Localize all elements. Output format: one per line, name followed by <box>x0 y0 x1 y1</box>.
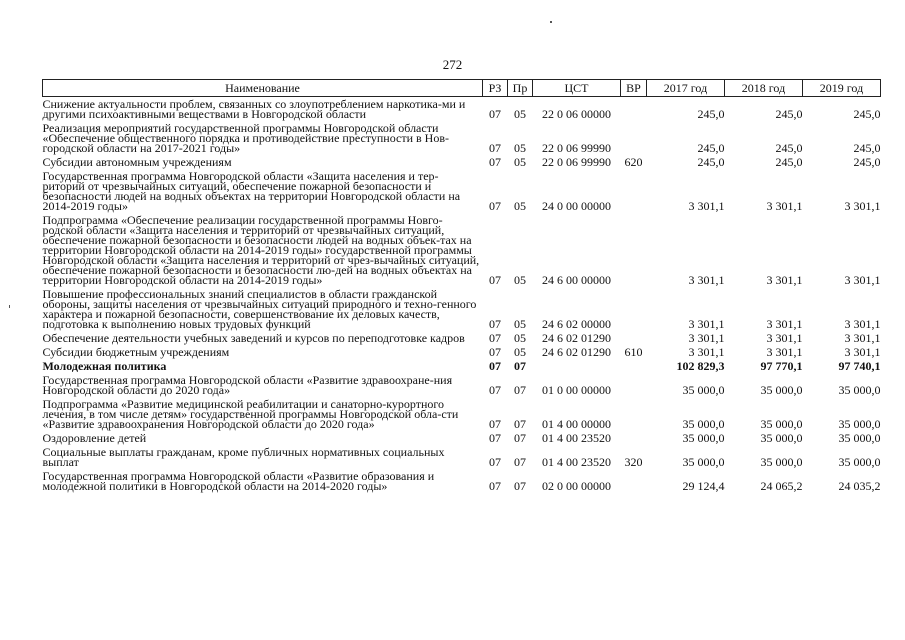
cell-vr <box>621 373 647 397</box>
cell-y2019: 24 035,2 <box>838 479 881 493</box>
cell-name: Подпрограмма «Обеспечение реализации государственной программы Новго-родской области «Защита населения и территорий от чрезвычайных ситуаций, обеспечение пожарной безопасности и безопасности людей на водных объек-тах на территории Новгородской области на 2014-2019 годы» государственной программы Новгородской области «Защита населения и территорий от чрез-вычайных ситуаций, обеспечение пожарной безопасности и безопасности лю-дей на водных объектах на территории Новгородской области на 2014-2019 годы» <box>42 213 480 287</box>
cell-name: Государственная программа Новгородской области «Развитие здравоохране-ния Новгородской области до 2020 года» <box>42 373 453 397</box>
cell-name: Снижение актуальности проблем, связанных со злоупотреблением наркотика-ми и другими психоактивными веществами в Новгородской области <box>42 97 466 121</box>
cell-y2019: 245,0 <box>853 107 881 121</box>
cell-rz: 07 <box>489 345 501 359</box>
cell-vr <box>621 431 647 445</box>
cell-y2018: 3 301,1 <box>766 199 803 213</box>
cell-name: Подпрограмма «Развитие медицинской реабилитации и санаторно-курортного лечения, в том числе детям» государственной программы Новгородской обла-сти «Развитие здравоохранения Новгородской области до 2020 года» <box>42 397 459 431</box>
table-row <box>43 469 881 493</box>
cell-cst: 01 4 00 23520 <box>542 455 611 469</box>
cell-rz: 07 <box>489 107 501 121</box>
cell-cst: 22 0 06 99990 <box>542 155 611 169</box>
cell-y2018: 35 000,0 <box>760 431 803 445</box>
table-row <box>43 397 881 431</box>
cell-y2017: 3 301,1 <box>688 273 725 287</box>
cell-y2019: 3 301,1 <box>844 273 881 287</box>
cell-vr <box>621 331 647 345</box>
cell-y2017: 245,0 <box>697 107 725 121</box>
cell-y2017: 3 301,1 <box>688 345 725 359</box>
cell-rz: 07 <box>489 155 501 169</box>
table-body <box>43 97 881 494</box>
cell-y2019: 3 301,1 <box>844 199 881 213</box>
cell-cst <box>533 359 621 373</box>
cell-y2018: 35 000,0 <box>760 417 803 431</box>
cell-pr: 07 <box>514 383 526 397</box>
cell-y2018: 24 065,2 <box>760 479 803 493</box>
cell-y2017: 35 000,0 <box>682 417 725 431</box>
table-row <box>43 97 881 122</box>
cell-vr <box>621 121 647 155</box>
cell-cst: 01 4 00 00000 <box>542 417 611 431</box>
cell-name: Молодежная политика <box>42 359 167 373</box>
header-2017: 2017 год <box>647 80 725 97</box>
header-cst: ЦСТ <box>533 80 621 97</box>
cell-pr: 05 <box>514 273 526 287</box>
cell-y2019: 3 301,1 <box>844 317 881 331</box>
cell-rz: 07 <box>489 199 501 213</box>
cell-y2019: 35 000,0 <box>838 417 881 431</box>
cell-rz: 07 <box>489 455 501 469</box>
cell-pr: 05 <box>514 155 526 169</box>
cell-y2019: 245,0 <box>853 155 881 169</box>
cell-name: Государственная программа Новгородской области «Защита населения и тер-риторий от чрезвычайных ситуаций, обеспечение пожарной безопасности и безопасности людей на водных объектах на территории Новгородской области на 2014-2019 годы» <box>42 169 461 213</box>
header-2019: 2019 год <box>803 80 881 97</box>
cell-cst: 24 6 02 01290 <box>542 331 611 345</box>
page-number: 272 <box>442 57 463 72</box>
cell-cst: 24 6 02 01290 <box>542 345 611 359</box>
cell-name: Реализация мероприятий государственной программы Новгородской области «Обеспечение общественного порядка и противодействие преступности в Нов-городской области на 2017-2021 годы» <box>42 121 450 155</box>
cell-vr <box>621 97 647 122</box>
cell-vr <box>621 359 647 373</box>
cell-pr: 05 <box>514 331 526 345</box>
cell-rz: 07 <box>489 331 501 345</box>
header-vr: ВР <box>621 80 647 97</box>
cell-pr: 07 <box>514 431 526 445</box>
cell-vr <box>621 213 647 287</box>
cell-cst: 01 0 00 00000 <box>542 383 611 397</box>
cell-y2017: 35 000,0 <box>682 383 725 397</box>
cell-name: Субсидии бюджетным учреждениям <box>42 345 230 359</box>
header-rz: РЗ <box>483 80 508 97</box>
cell-y2018: 245,0 <box>775 155 803 169</box>
cell-pr: 05 <box>514 199 526 213</box>
cell-y2019: 35 000,0 <box>838 383 881 397</box>
cell-y2018: 3 301,1 <box>766 331 803 345</box>
cell-y2018: 245,0 <box>775 141 803 155</box>
cell-name: Социальные выплаты гражданам, кроме публичных нормативных социальных выплат <box>42 445 445 469</box>
table-row <box>43 445 881 469</box>
cell-pr: 07 <box>514 455 526 469</box>
cell-y2017: 3 301,1 <box>688 331 725 345</box>
table-row <box>43 331 881 345</box>
cell-y2018: 3 301,1 <box>766 345 803 359</box>
cell-pr: 05 <box>514 317 526 331</box>
table-row <box>43 169 881 213</box>
scan-speck <box>550 21 552 23</box>
cell-pr: 07 <box>514 359 526 373</box>
cell-rz: 07 <box>489 417 501 431</box>
cell-y2018: 35 000,0 <box>760 455 803 469</box>
cell-y2017: 3 301,1 <box>688 199 725 213</box>
cell-rz: 07 <box>489 273 501 287</box>
cell-y2018: 3 301,1 <box>766 273 803 287</box>
cell-y2018: 35 000,0 <box>760 383 803 397</box>
cell-y2017: 35 000,0 <box>682 455 725 469</box>
cell-name: Повышение профессиональных знаний специалистов в области гражданской обороны, защиты населения от чрезвычайных ситуаций природного и техно-генного характера и пожарной безопасности, совершенствование их деловых качеств, подготовка к выполнению новых трудовых функций <box>42 287 477 331</box>
cell-y2017: 245,0 <box>697 141 725 155</box>
cell-rz: 07 <box>489 317 501 331</box>
cell-cst: 22 0 06 00000 <box>542 107 611 121</box>
cell-cst: 02 0 00 00000 <box>542 479 611 493</box>
cell-name: Оздоровление детей <box>42 431 147 445</box>
cell-y2019: 3 301,1 <box>844 331 881 345</box>
cell-pr: 07 <box>514 479 526 493</box>
cell-y2019: 35 000,0 <box>838 431 881 445</box>
cell-vr <box>621 169 647 213</box>
cell-cst: 24 0 00 00000 <box>542 199 611 213</box>
cell-y2018: 245,0 <box>775 107 803 121</box>
cell-vr <box>621 397 647 431</box>
cell-y2017: 29 124,4 <box>682 479 725 493</box>
table-row <box>43 287 881 331</box>
cell-y2019: 245,0 <box>853 141 881 155</box>
cell-rz: 07 <box>489 141 501 155</box>
cell-name: Обеспечение деятельности учебных заведений и курсов по переподготовке кадров <box>42 331 465 345</box>
cell-vr: 610 <box>624 345 643 359</box>
cell-y2017: 245,0 <box>697 155 725 169</box>
cell-y2018: 97 770,1 <box>760 359 803 373</box>
cell-vr <box>621 287 647 331</box>
cell-pr: 07 <box>514 417 526 431</box>
cell-y2017: 35 000,0 <box>682 431 725 445</box>
cell-rz: 07 <box>489 359 501 373</box>
table-row <box>43 373 881 397</box>
header-pr: Пр <box>508 80 533 97</box>
cell-y2019: 35 000,0 <box>838 455 881 469</box>
cell-cst: 24 6 00 00000 <box>542 273 611 287</box>
cell-y2017: 3 301,1 <box>688 317 725 331</box>
table-row <box>43 121 881 155</box>
cell-pr: 05 <box>514 107 526 121</box>
table-row <box>43 345 881 359</box>
table-row <box>43 155 881 169</box>
scan-speck <box>9 305 10 308</box>
table-row <box>43 431 881 445</box>
cell-vr: 320 <box>624 455 643 469</box>
cell-vr: 620 <box>624 155 643 169</box>
table-row <box>43 213 881 287</box>
cell-cst: 24 6 02 00000 <box>542 317 611 331</box>
cell-vr <box>621 469 647 493</box>
budget-table <box>42 79 881 493</box>
cell-pr: 05 <box>514 141 526 155</box>
cell-name: Государственная программа Новгородской области «Развитие образования и молодежной политики в Новгородской области на 2014-2020 годы» <box>42 469 435 493</box>
cell-y2017: 102 829,3 <box>676 359 725 373</box>
cell-y2019: 3 301,1 <box>844 345 881 359</box>
header-name: Наименование <box>43 80 483 97</box>
cell-rz: 07 <box>489 383 501 397</box>
cell-y2019: 97 740,1 <box>838 359 881 373</box>
table-row <box>43 359 881 373</box>
header-2018: 2018 год <box>725 80 803 97</box>
cell-cst: 01 4 00 23520 <box>542 431 611 445</box>
cell-cst: 22 0 06 99990 <box>542 141 611 155</box>
cell-rz: 07 <box>489 431 501 445</box>
table-header-row <box>43 80 881 97</box>
cell-y2018: 3 301,1 <box>766 317 803 331</box>
cell-name: Субсидии автономным учреждениям <box>42 155 232 169</box>
cell-rz: 07 <box>489 479 501 493</box>
cell-pr: 05 <box>514 345 526 359</box>
